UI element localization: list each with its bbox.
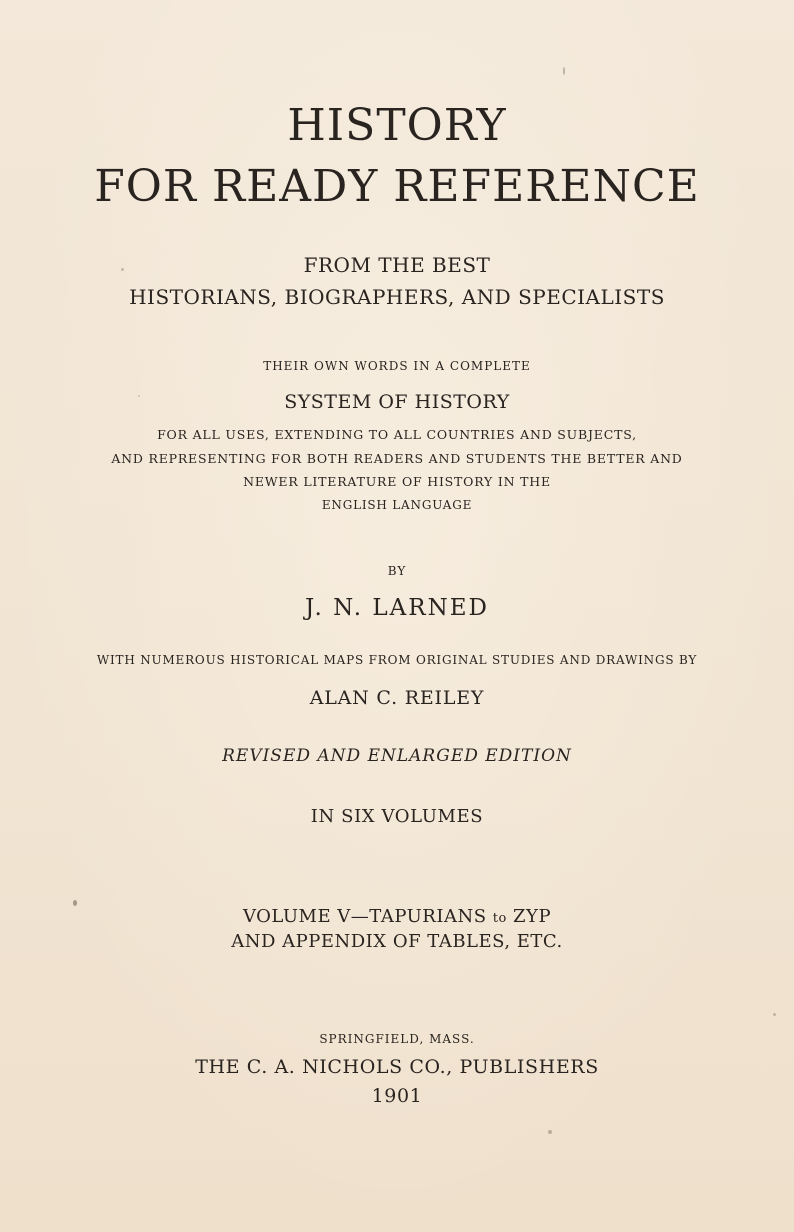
description-uses-line-2: AND REPRESENTING FOR BOTH READERS AND STUDENTS THE BETTER AND <box>111 451 683 466</box>
paper-speck <box>121 268 124 271</box>
imprint-year: 1901 <box>371 1085 423 1107</box>
paper-speck <box>773 1013 776 1016</box>
author-name: J. N. LARNED <box>305 595 489 621</box>
volume-range-end: ZYP <box>506 906 552 927</box>
volume-range-to: to <box>492 911 507 926</box>
paper-speck <box>548 1130 552 1134</box>
subtitle-line-2: HISTORIANS, BIOGRAPHERS, AND SPECIALISTS <box>129 285 665 309</box>
subtitle-line-1: FROM THE BEST <box>303 253 491 277</box>
title-line-1: HISTORY <box>287 100 507 151</box>
volume-appendix: AND APPENDIX OF TABLES, ETC. <box>231 931 563 952</box>
description-intro: THEIR OWN WORDS IN A COMPLETE <box>263 359 531 373</box>
imprint-city: SPRINGFIELD, MASS. <box>319 1032 475 1046</box>
description-system: SYSTEM OF HISTORY <box>284 391 510 413</box>
paper-speck <box>138 395 140 397</box>
paper-speck <box>73 900 77 906</box>
volume-range <box>0 908 794 926</box>
illustrator-name: ALAN C. REILEY <box>309 687 485 709</box>
edition-label: REVISED AND ENLARGED EDITION <box>222 746 572 766</box>
by-label: BY <box>387 564 407 578</box>
title-line-2: FOR READY REFERENCE <box>94 161 700 212</box>
maps-note: WITH NUMEROUS HISTORICAL MAPS FROM ORIGINAL STUDIES AND DRAWINGS BY <box>96 653 698 667</box>
description-uses-line-4: ENGLISH LANGUAGE <box>321 498 473 512</box>
paper-speck <box>563 67 565 75</box>
volumes-count: IN SIX VOLUMES <box>310 806 484 827</box>
volume-range-start: VOLUME V—TAPURIANS <box>242 906 493 927</box>
imprint-publisher: THE C. A. NICHOLS CO., PUBLISHERS <box>195 1056 599 1078</box>
description-uses-line-1: FOR ALL USES, EXTENDING TO ALL COUNTRIES AND SUBJECTS, <box>157 427 637 442</box>
description-uses-line-3: NEWER LITERATURE OF HISTORY IN THE <box>243 474 551 489</box>
